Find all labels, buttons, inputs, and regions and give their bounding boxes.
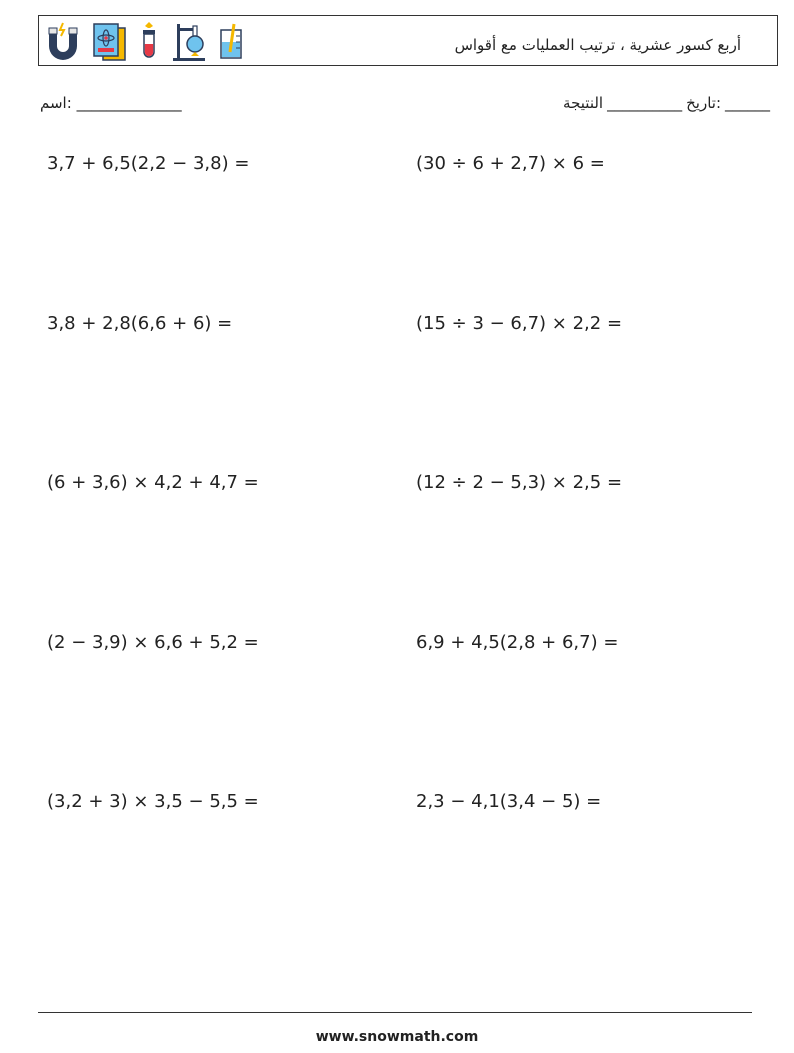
problem-7: (2 − 3,9) × 6,6 + 5,2 =: [47, 632, 259, 653]
problem-10: 2,3 − 4,1(3,4 − 5) =: [416, 791, 602, 812]
name-label: :اسم: [40, 94, 72, 112]
problem-5: (6 + 3,6) × 4,2 + 4,7 =: [47, 472, 259, 493]
date-score-row: [563, 94, 770, 112]
problem-8: 6,9 + 4,5(2,8 + 6,7) =: [416, 632, 619, 653]
footer-url[interactable]: www.snowmath.com: [315, 1029, 479, 1045]
name-line: ______________: [76, 94, 182, 112]
name-row: [40, 94, 182, 112]
problem-6: (12 ÷ 2 − 5,3) × 2,5 =: [416, 472, 623, 493]
problem-1: 3,7 + 6,5(2,2 − 3,8) =: [47, 153, 250, 174]
test-tube-icon: [137, 22, 161, 62]
science-book-icon: [91, 22, 127, 62]
beaker-icon: [217, 22, 247, 62]
magnet-icon: [45, 22, 81, 62]
footer-divider: [38, 1012, 752, 1013]
header-box: [38, 15, 778, 66]
problem-4: (15 ÷ 3 − 6,7) × 2,2 =: [416, 313, 623, 334]
date-line: ______: [725, 94, 770, 112]
score-label: النتيجة: [563, 94, 604, 112]
date-label: :تاريخ: [686, 94, 721, 112]
worksheet-title: أربع كسور عشرية ، ترتيب العمليات مع أقواس: [454, 36, 741, 54]
score-line: __________: [607, 94, 683, 112]
header-icons: [45, 22, 247, 62]
lab-stand-flask-icon: [171, 22, 207, 62]
problem-2: (30 ÷ 6 + 2,7) × 6 =: [416, 153, 605, 174]
problem-3: 3,8 + 2,8(6,6 + 6) =: [47, 313, 233, 334]
problem-9: (3,2 + 3) × 3,5 − 5,5 =: [47, 791, 259, 812]
